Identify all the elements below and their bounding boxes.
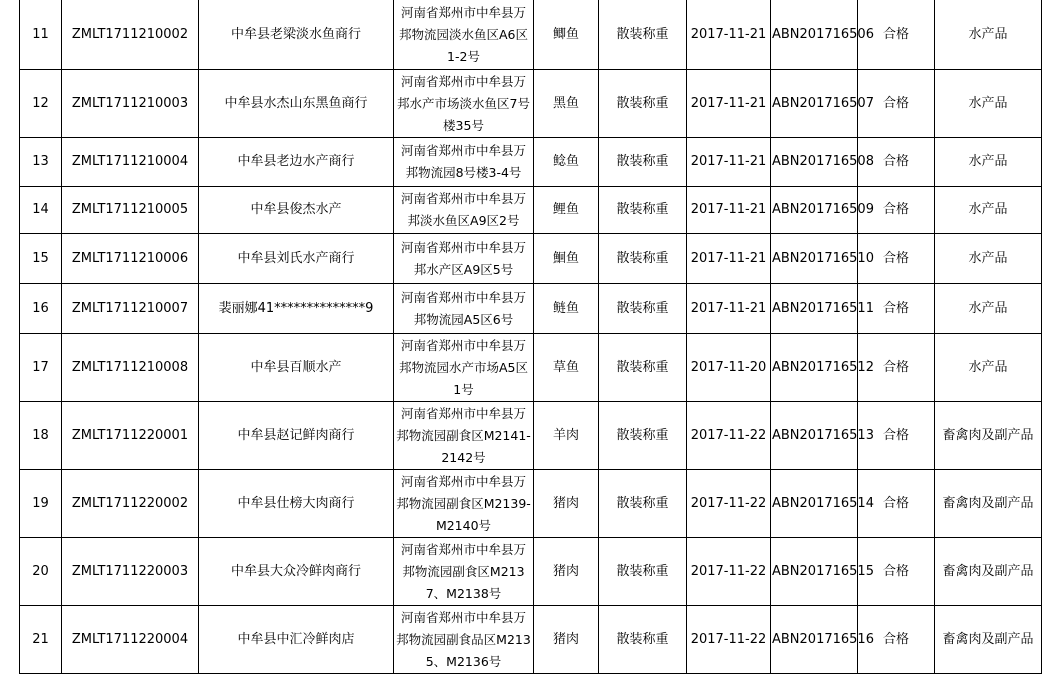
table-row (20, 470, 1042, 538)
food-category: 水产品 (935, 234, 1042, 284)
package-spec: 散装称重 (599, 334, 687, 402)
vendor-name: 中牟县大众冷鲜肉商行 (199, 538, 394, 606)
product-name: 鲶鱼 (534, 138, 599, 187)
report-number: ABN201716514 (771, 470, 858, 538)
table-row (20, 284, 1042, 334)
sample-id: ZMLT1711210007 (62, 284, 199, 334)
report-number: ABN201716512 (771, 334, 858, 402)
product-name: 猪肉 (534, 538, 599, 606)
vendor-address: 河南省郑州市中牟县万邦物流园淡水鱼区A6区1-2号 (394, 0, 534, 70)
report-number: ABN201716507 (771, 70, 858, 138)
food-category: 水产品 (935, 284, 1042, 334)
vendor-address: 河南省郑州市中牟县万邦物流园副食区M2139-M2140号 (394, 470, 534, 538)
vendor-address: 河南省郑州市中牟县万邦水产市场淡水鱼区7号楼35号 (394, 70, 534, 138)
vendor-address: 河南省郑州市中牟县万邦物流园A5区6号 (394, 284, 534, 334)
sampling-date: 2017-11-22 (687, 470, 771, 538)
row-number: 13 (20, 138, 62, 187)
sample-id: ZMLT1711210005 (62, 187, 199, 234)
row-number: 11 (20, 0, 62, 70)
sampling-date: 2017-11-21 (687, 234, 771, 284)
table-row (20, 70, 1042, 138)
package-spec: 散装称重 (599, 138, 687, 187)
product-name: 鲫鱼 (534, 0, 599, 70)
report-number: ABN201716511 (771, 284, 858, 334)
row-number: 18 (20, 402, 62, 470)
report-number: ABN201716506 (771, 0, 858, 70)
sample-id: ZMLT1711210008 (62, 334, 199, 402)
test-result: 合格 (858, 402, 935, 470)
row-number: 15 (20, 234, 62, 284)
sampling-date: 2017-11-22 (687, 402, 771, 470)
sample-id: ZMLT1711220001 (62, 402, 199, 470)
vendor-name: 中牟县中汇冷鲜肉店 (199, 606, 394, 674)
test-result: 合格 (858, 606, 935, 674)
food-category: 水产品 (935, 0, 1042, 70)
sample-id: ZMLT1711220003 (62, 538, 199, 606)
vendor-name: 裴丽娜41**************9 (199, 284, 394, 334)
vendor-address: 河南省郑州市中牟县万邦淡水鱼区A9区2号 (394, 187, 534, 234)
table-row (20, 538, 1042, 606)
food-category: 水产品 (935, 138, 1042, 187)
product-name: 鲢鱼 (534, 284, 599, 334)
product-name: 猪肉 (534, 470, 599, 538)
sample-id: ZMLT1711210003 (62, 70, 199, 138)
test-result: 合格 (858, 284, 935, 334)
sample-id: ZMLT1711210006 (62, 234, 199, 284)
food-category: 畜禽肉及副产品 (935, 538, 1042, 606)
vendor-address: 河南省郑州市中牟县万邦物流园副食区M2137、M2138号 (394, 538, 534, 606)
sampling-date: 2017-11-22 (687, 606, 771, 674)
vendor-name: 中牟县百顺水产 (199, 334, 394, 402)
product-name: 黑鱼 (534, 70, 599, 138)
sampling-date: 2017-11-21 (687, 138, 771, 187)
vendor-address: 河南省郑州市中牟县万邦物流园水产市场A5区1号 (394, 334, 534, 402)
row-number: 19 (20, 470, 62, 538)
sample-id: ZMLT1711220004 (62, 606, 199, 674)
test-result: 合格 (858, 470, 935, 538)
test-result: 合格 (858, 138, 935, 187)
inspection-results-table (19, 0, 1042, 674)
vendor-name: 中牟县老边水产商行 (199, 138, 394, 187)
report-number: ABN201716508 (771, 138, 858, 187)
package-spec: 散装称重 (599, 234, 687, 284)
test-result: 合格 (858, 234, 935, 284)
food-category: 畜禽肉及副产品 (935, 606, 1042, 674)
vendor-name: 中牟县赵记鲜肉商行 (199, 402, 394, 470)
table-row (20, 334, 1042, 402)
package-spec: 散装称重 (599, 538, 687, 606)
test-result: 合格 (858, 70, 935, 138)
vendor-name: 中牟县老梁淡水鱼商行 (199, 0, 394, 70)
package-spec: 散装称重 (599, 284, 687, 334)
test-result: 合格 (858, 0, 935, 70)
row-number: 12 (20, 70, 62, 138)
row-number: 16 (20, 284, 62, 334)
package-spec: 散装称重 (599, 402, 687, 470)
food-category: 水产品 (935, 334, 1042, 402)
report-number: ABN201716515 (771, 538, 858, 606)
table-row (20, 0, 1042, 70)
product-name: 猪肉 (534, 606, 599, 674)
test-result: 合格 (858, 538, 935, 606)
vendor-address: 河南省郑州市中牟县万邦物流园副食区M2141-2142号 (394, 402, 534, 470)
food-category: 畜禽肉及副产品 (935, 402, 1042, 470)
row-number: 21 (20, 606, 62, 674)
row-number: 17 (20, 334, 62, 402)
sample-id: ZMLT1711220002 (62, 470, 199, 538)
sampling-date: 2017-11-21 (687, 70, 771, 138)
food-category: 水产品 (935, 187, 1042, 234)
vendor-address: 河南省郑州市中牟县万邦物流园副食品区M2135、M2136号 (394, 606, 534, 674)
test-result: 合格 (858, 187, 935, 234)
vendor-name: 中牟县俊杰水产 (199, 187, 394, 234)
test-result: 合格 (858, 334, 935, 402)
sampling-date: 2017-11-21 (687, 284, 771, 334)
table-row (20, 234, 1042, 284)
sampling-date: 2017-11-20 (687, 334, 771, 402)
sample-id: ZMLT1711210002 (62, 0, 199, 70)
table-row (20, 187, 1042, 234)
row-number: 14 (20, 187, 62, 234)
product-name: 鮰鱼 (534, 234, 599, 284)
report-number: ABN201716509 (771, 187, 858, 234)
report-number: ABN201716516 (771, 606, 858, 674)
table-row (20, 606, 1042, 674)
table-row (20, 138, 1042, 187)
product-name: 鲤鱼 (534, 187, 599, 234)
report-number: ABN201716510 (771, 234, 858, 284)
vendor-address: 河南省郑州市中牟县万邦水产区A9区5号 (394, 234, 534, 284)
food-category: 畜禽肉及副产品 (935, 470, 1042, 538)
sampling-date: 2017-11-22 (687, 538, 771, 606)
table-row (20, 402, 1042, 470)
package-spec: 散装称重 (599, 70, 687, 138)
vendor-name: 中牟县水杰山东黑鱼商行 (199, 70, 394, 138)
row-number: 20 (20, 538, 62, 606)
report-number: ABN201716513 (771, 402, 858, 470)
package-spec: 散装称重 (599, 470, 687, 538)
vendor-name: 中牟县刘氏水产商行 (199, 234, 394, 284)
sampling-date: 2017-11-21 (687, 187, 771, 234)
product-name: 羊肉 (534, 402, 599, 470)
package-spec: 散装称重 (599, 0, 687, 70)
package-spec: 散装称重 (599, 187, 687, 234)
vendor-address: 河南省郑州市中牟县万邦物流园8号楼3-4号 (394, 138, 534, 187)
sample-id: ZMLT1711210004 (62, 138, 199, 187)
vendor-name: 中牟县仕榜大肉商行 (199, 470, 394, 538)
package-spec: 散装称重 (599, 606, 687, 674)
sampling-date: 2017-11-21 (687, 0, 771, 70)
product-name: 草鱼 (534, 334, 599, 402)
food-category: 水产品 (935, 70, 1042, 138)
